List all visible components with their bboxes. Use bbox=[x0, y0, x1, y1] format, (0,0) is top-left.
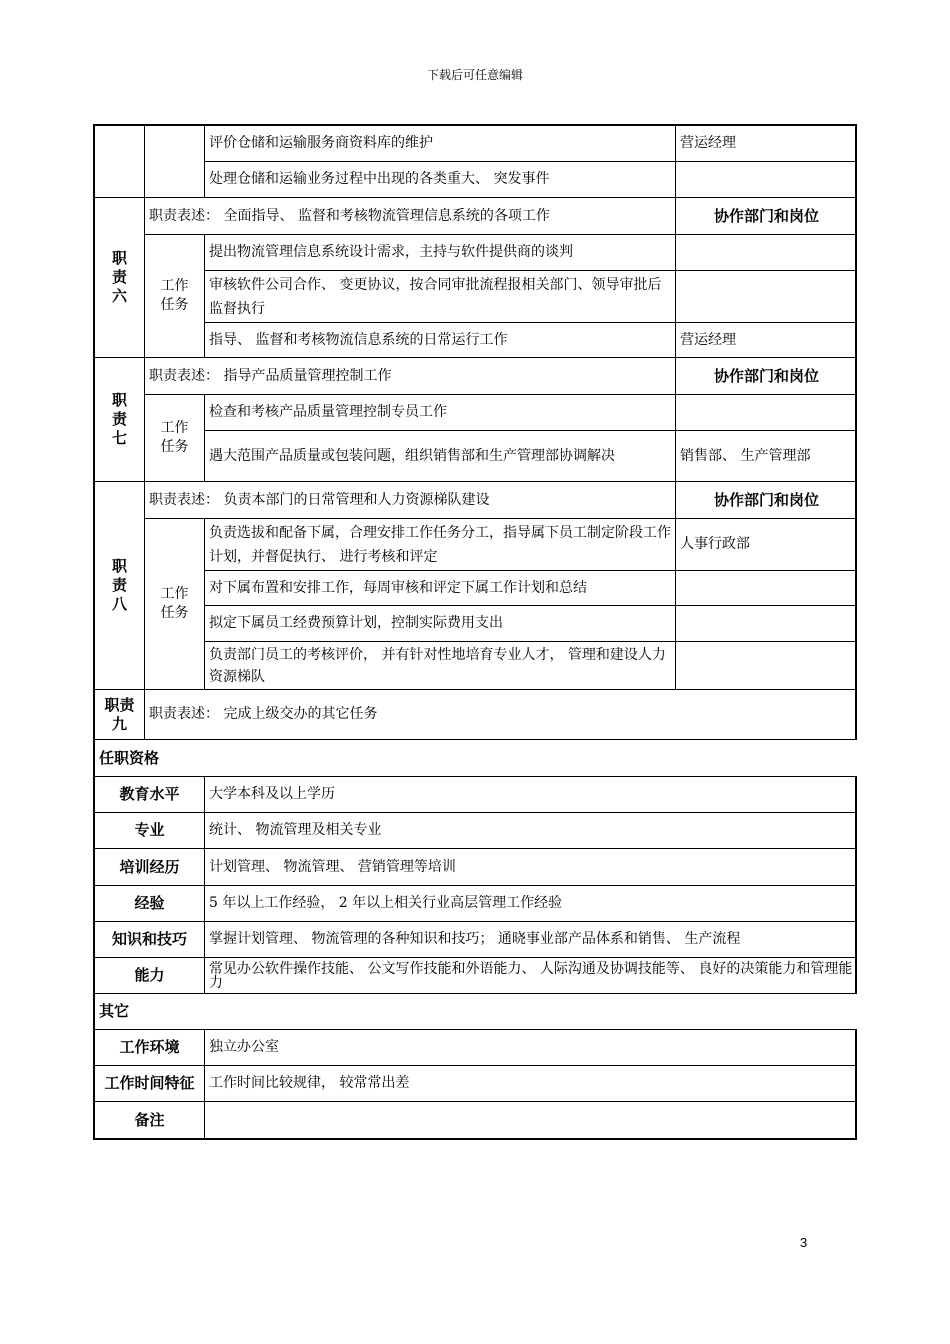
field-value: 统计、 物流管理及相关专业 bbox=[205, 813, 857, 849]
task-cell: 指导、 监督和考核物流信息系统的日常运行工作 bbox=[205, 323, 676, 358]
role-cell: 销售部、 生产管理部 bbox=[676, 431, 857, 482]
task-cell: 负责选拔和配备下属，合理安排工作任务分工，指导属下员工制定阶段工作计划，并督促执行、 进行考核和评定 bbox=[205, 519, 676, 571]
page-number: 3 bbox=[800, 1235, 808, 1250]
field-label: 工作时间特征 bbox=[95, 1066, 205, 1102]
tasks-label: 工作任务 bbox=[145, 395, 205, 482]
field-label: 经验 bbox=[95, 886, 205, 922]
field-label: 知识和技巧 bbox=[95, 922, 205, 958]
field-label: 教育水平 bbox=[95, 777, 205, 813]
field-label: 能力 bbox=[95, 958, 205, 994]
task-cell: 检查和考核产品质量管理控制专员工作 bbox=[205, 395, 676, 431]
page-header: 下载后可任意编辑 bbox=[426, 68, 523, 82]
qualifications-section-title: 任职资格 bbox=[95, 740, 857, 777]
role-cell bbox=[676, 162, 857, 198]
role-cell bbox=[676, 235, 857, 271]
field-value: 工作时间比较规律， 较常常出差 bbox=[205, 1066, 857, 1102]
field-value: 计划管理、 物流管理、 营销管理等培训 bbox=[205, 849, 857, 886]
field-value: 大学本科及以上学历 bbox=[205, 777, 857, 813]
role-cell bbox=[676, 271, 857, 323]
tasks-label: 工作任务 bbox=[145, 235, 205, 358]
duty-six-label: 职责六 bbox=[95, 198, 145, 358]
task-cell: 负责部门员工的考核评价， 并有针对性地培育专业人才， 管理和建设人力资源梯队 bbox=[205, 642, 676, 690]
other-section-title: 其它 bbox=[95, 994, 857, 1030]
role-cell: 营运经理 bbox=[676, 323, 857, 358]
role-cell: 人事行政部 bbox=[676, 519, 857, 571]
duty-seven-label: 职责七 bbox=[95, 358, 145, 482]
job-description-table bbox=[93, 124, 857, 1140]
role-cell bbox=[676, 571, 857, 606]
field-value bbox=[205, 1102, 857, 1138]
field-value: 常见办公软件操作技能、 公文写作技能和外语能力、 人际沟通及协调技能等、 良好的决策能力和管理能力 bbox=[205, 958, 857, 994]
field-label: 专业 bbox=[95, 813, 205, 849]
field-value: 5 年以上工作经验， 2 年以上相关行业高层管理工作经验 bbox=[205, 886, 857, 922]
task-cell: 处理仓储和运输业务过程中出现的各类重大、 突发事件 bbox=[205, 162, 676, 198]
role-cell bbox=[676, 606, 857, 642]
collab-header: 协作部门和岗位 bbox=[676, 358, 857, 395]
field-label: 工作环境 bbox=[95, 1030, 205, 1066]
field-value: 掌握计划管理、 物流管理的各种知识和技巧； 通晓事业部产品体系和销售、 生产流程 bbox=[205, 922, 857, 958]
role-cell bbox=[676, 395, 857, 431]
field-label: 培训经历 bbox=[95, 849, 205, 886]
task-cell: 对下属布置和安排工作，每周审核和评定下属工作计划和总结 bbox=[205, 571, 676, 606]
duty-eight-statement: 职责表述： 负责本部门的日常管理和人力资源梯队建设 bbox=[145, 482, 676, 519]
field-label: 备注 bbox=[95, 1102, 205, 1138]
task-cell: 拟定下属员工经费预算计划，控制实际费用支出 bbox=[205, 606, 676, 642]
task-cell: 评价仓储和运输服务商资料库的维护 bbox=[205, 126, 676, 162]
task-cell: 遇大范围产品质量或包装问题，组织销售部和生产管理部协调解决 bbox=[205, 431, 676, 482]
duty-eight-label: 职责八 bbox=[95, 482, 145, 690]
blank-label-cell bbox=[95, 126, 145, 198]
tasks-label: 工作任务 bbox=[145, 519, 205, 690]
collab-header: 协作部门和岗位 bbox=[676, 482, 857, 519]
duty-seven-statement: 职责表述： 指导产品质量管理控制工作 bbox=[145, 358, 676, 395]
role-cell bbox=[676, 642, 857, 690]
task-cell: 提出物流管理信息系统设计需求，主持与软件提供商的谈判 bbox=[205, 235, 676, 271]
task-cell: 审核软件公司合作、 变更协议，按合同审批流程报相关部门、领导审批后监督执行 bbox=[205, 271, 676, 323]
collab-header: 协作部门和岗位 bbox=[676, 198, 857, 235]
duty-nine-statement: 职责表述： 完成上级交办的其它任务 bbox=[145, 690, 857, 740]
duty-nine-label: 职责九 bbox=[95, 690, 145, 740]
duty-six-statement: 职责表述： 全面指导、 监督和考核物流管理信息系统的各项工作 bbox=[145, 198, 676, 235]
blank-tasks-label-cell bbox=[145, 126, 205, 198]
field-value: 独立办公室 bbox=[205, 1030, 857, 1066]
role-cell: 营运经理 bbox=[676, 126, 857, 162]
